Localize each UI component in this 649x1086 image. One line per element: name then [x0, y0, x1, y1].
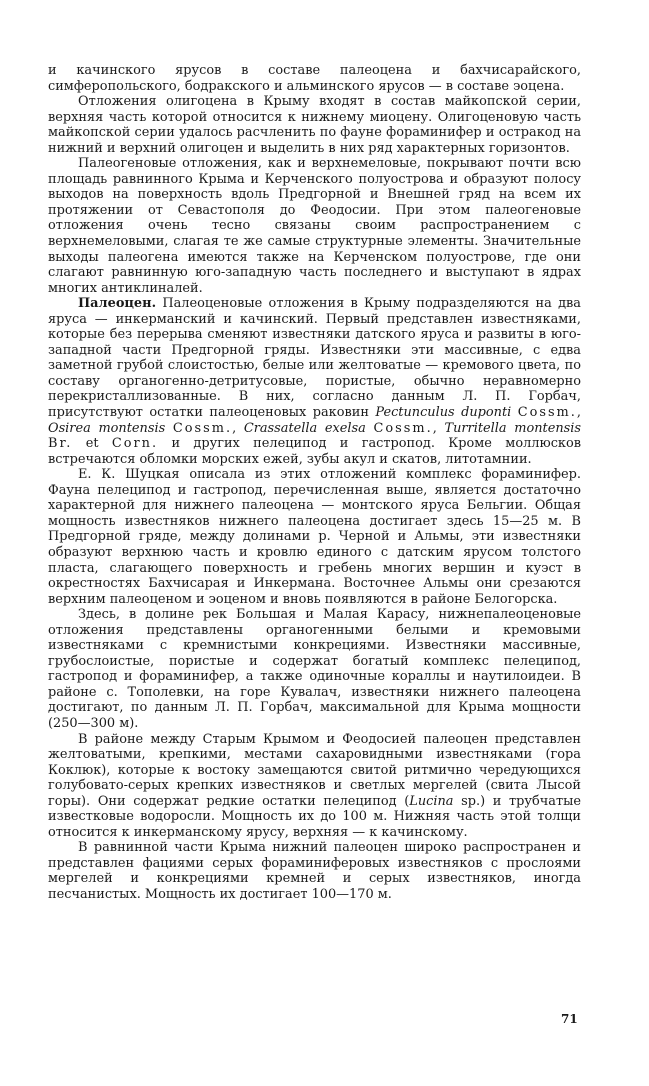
species-name: Crassatella exelsa [243, 420, 366, 436]
paragraph-4 [48, 467, 581, 607]
text-run: и качинского ярусов в составе палеоцена и бахчисарайского, симферопольского, бодракского и альминского ярусов — в составе эоцена. [48, 63, 581, 94]
text-run: , [432, 420, 445, 436]
species-name: Osirea montensis [48, 420, 166, 436]
text-run: Палеогеновые отложения, как и верхнемеловые, покрывают почти всю площадь равнинного Крыма и Керченского полуострова и образуют полосу выходов на поверхность вдоль Предгорной и Внешней гряд на всем их протяжении от Севастополя до Феодосии. При этом палеогеновые отложения очень тесно связаны своим распространением с верхнемеловыми, слагая те же самые структурные элементы. Значительные выходы палеогена имеются также на Керченском полуострове, где они слагают равнинную юго-западную часть последнего и выступают в ядрах многих антиклиналей. [48, 156, 581, 296]
author-name: Cossm. [517, 405, 577, 421]
text-run: , [232, 420, 244, 436]
text-run: Е. К. Шуцкая описала из этих отложений комплекс фораминифер. Фауна пелеципод и гастропод, перечисленная выше, является достаточно характерной для нижнего палеоцена — монтского яруса Бельгии. Общая мощность известняков нижнего палеоцена достигает здесь 15—25 м. В Предгорной гряде, между долинами р. Черной и Альмы, эти известняки образуют верхнюю часть и кровлю единого с датским ярусом толстого пласта, слагающего поверхность и гребень многих вершин и куэст в окрестностях Бахчисарая и Инкермана. Восточнее Альмы они срезаются верхним палеоценом и эоценом и вновь появляются в районе Белогорска. [48, 467, 581, 607]
paragraph-5 [48, 607, 581, 731]
text-run: sp.) и трубчатые известковые водоросли. Мощность их до 100 м. Нижняя часть этой толщи относится к инкерманскому ярусу, верхняя — к качинскому. [48, 793, 581, 840]
text-run [366, 421, 374, 436]
paragraph-7 [48, 840, 581, 902]
paragraph-0 [48, 63, 581, 94]
text-run: и других пелеципод и гастропод. Кроме моллюсков встречаются обломки морских ежей, зубы акул и скатов, литотамнии. [48, 436, 581, 467]
species-name: Lucina [409, 793, 454, 809]
text-run: , [576, 405, 581, 421]
page-number: 71 [561, 1012, 578, 1026]
paragraph-3 [48, 296, 581, 467]
author-name: Corn. [111, 436, 159, 452]
paragraph-2 [48, 156, 581, 296]
text-run: Отложения олигоцена в Крыму входят в состав майкопской серии, верхняя часть которой относится к нижнему миоцену. Олигоценовую часть майкопской серии удалось расчленить по фауне фораминифер и остракод на нижний и верхний олигоцен и выделить в них ряд характерных горизонтов. [48, 94, 581, 156]
page-text [48, 63, 581, 903]
bold-heading: Палеоцен. [78, 296, 157, 312]
species-name: Pectunculus duponti [375, 405, 512, 421]
paragraph-6 [48, 732, 581, 841]
text-run: et [72, 436, 112, 452]
author-name: Cossm. [373, 420, 433, 436]
text-run [165, 421, 173, 436]
text-run: В районе между Старым Крымом и Феодосией палеоцен представлен желтоватыми, крепкими, местами сахаровидными известняками (гора Коклюк), которые к востоку замещаются свитой ритмично чередующихся голубовато-серых крепких известняков и светлых мергелей (свита Лысой горы). Они содержат редкие остатки пелеципод ( [48, 731, 581, 809]
text-run: В равнинной части Крыма нижний палеоцен широко распространен и представлен фациями серых фораминиферовых известняков с прослоями мергелей и конкрециями кремней и серых известняков, иногда песчанистых. Мощность их достигает 100—170 м. [48, 840, 581, 902]
paragraph-1 [48, 94, 581, 156]
author-name: Cossm. [172, 420, 233, 436]
text-run: Палеоценовые отложения в Крыму подразделяются на два яруса — инкерманский и качинский. Первый представлен известняками, которые без перерыва сменяют известняки датского яруса и развиты в юго-западной части Предгорной гряды. Известняки эти массивные, с едва заметной грубой слоистостью, белые или желтоватые — кремового цвета, по составу органогенно-детритусовые, пористые, обычно неравномерно перекристаллизованные. В них, согласно данным Л. П. Горбач, присутствуют остатки палеоценовых раковин [48, 296, 581, 421]
species-name: Turritella montensis [444, 420, 581, 436]
author-name: Br. [48, 436, 73, 452]
text-run: Здесь, в долине рек Большая и Малая Карасу, нижнепалеоценовые отложения представлены органогенными белыми и кремовыми известняками с кремнистыми конкрециями. Известняки массивные, грубослоистые, пористые и содержат богатый комплекс пелеципод, гастропод и фораминифер, а также одиночные кораллы и наутилоидеи. В районе с. Тополевки, на горе Кувалач, известняки нижнего палеоцена достигают, по данным Л. П. Горбач, максимальной для Крыма мощности (250—300 м). [48, 607, 581, 731]
